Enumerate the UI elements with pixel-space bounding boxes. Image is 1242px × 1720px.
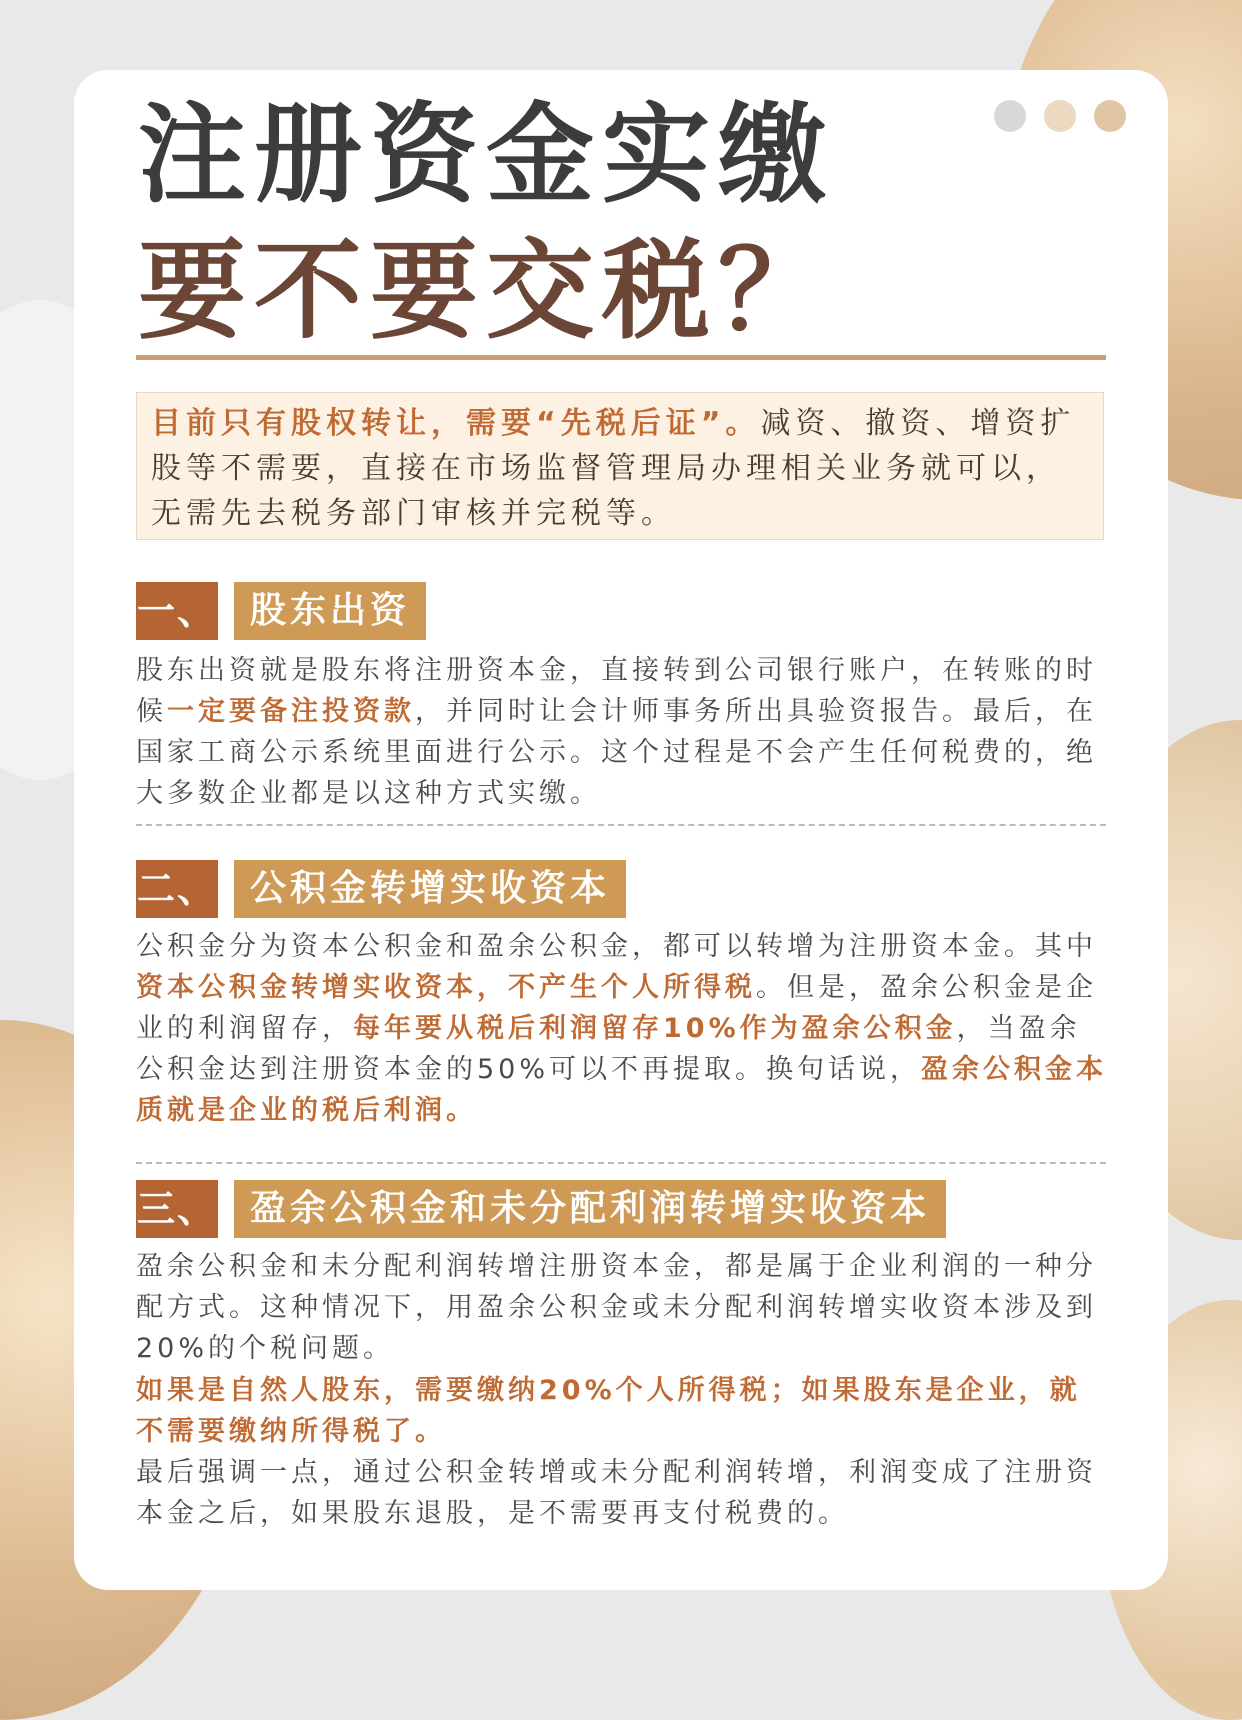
section-3-paragraph-3: 最后强调一点，通过公积金转增或未分配利润转增，利润变成了注册资本金之后，如果股东退股，是不需要再支付税费的。 [136,1457,1097,1529]
section-1-text-b: ，并同时让会计师事务所出具验资报告。最后，在国家工商公示系统里面进行公示。这个过程是不会产生任何税费的，绝大多数企业都是以这种方式实缴。 [136,696,1097,809]
section-2-highlight-1: 资本公积金转增实收资本，不产生个人所得税 [136,972,756,1003]
intro-box [136,392,1104,540]
section-1-number: 一、 [136,582,218,640]
section-3-number: 三、 [136,1180,218,1238]
section-divider [136,1162,1106,1164]
section-1-text-a: 股东出资就是股东将注册资本金，直接转到公司银行账户，在转账的时候 [136,655,1097,727]
section-divider [136,824,1106,826]
section-3-paragraph-1: 盈余公积金和未分配利润转增注册资本金，都是属于企业利润的一种分配方式。这种情况下，用盈余公积金或未分配利润转增实收资本涉及到20%的个税问题。 [136,1251,1097,1364]
section-2-highlight-3: 盈余公积金本质就是企业的税后利润。 [136,1054,1108,1126]
section-2-highlight-2: 每年要从税后利润留存10%作为盈余公积金 [353,1013,957,1044]
section-1-heading [136,582,426,640]
dot-icon [1044,100,1076,132]
page-title-line2: 要不要交税？ [138,229,835,354]
window-dots [994,100,1126,132]
section-1-paragraph [136,650,1108,814]
dot-icon [1094,100,1126,132]
section-2-text-b: 。但是，盈余公积金是企业的利润留存， [136,972,1097,1044]
section-2-text-c: ，当盈余公积金达到注册资本金的50%可以不再提取。换句话说， [136,1013,1081,1085]
section-3-title: 盈余公积金和未分配利润转增实收资本 [234,1180,946,1238]
section-2-paragraph [136,926,1108,1131]
section-2-heading [136,860,626,918]
intro-highlight: 目前只有股权转让，需要“先税后证”。 [151,406,761,441]
section-3-heading [136,1180,946,1238]
title-divider [136,355,1106,360]
content-card [74,70,1168,1590]
dot-icon [994,100,1026,132]
section-2-text-a: 公积金分为资本公积金和盈余公积金，都可以转增为注册资本金。其中 [136,931,1097,962]
page-title-line1: 注册资金实缴 [138,93,835,218]
section-1-title: 股东出资 [234,582,426,640]
intro-text: 减资、撤资、增资扩股等不需要，直接在市场监督管理局办理相关业务就可以，无需先去税务部门审核并完税等。 [151,406,1076,531]
section-3-paragraph-highlight: 如果是自然人股东，需要缴纳20%个人所得税；如果股东是企业，就不需要缴纳所得税了。 [136,1375,1081,1447]
section-1-highlight: 一定要备注投资款 [167,696,415,727]
section-2-title: 公积金转增实收资本 [234,860,626,918]
section-2-number: 二、 [136,860,218,918]
